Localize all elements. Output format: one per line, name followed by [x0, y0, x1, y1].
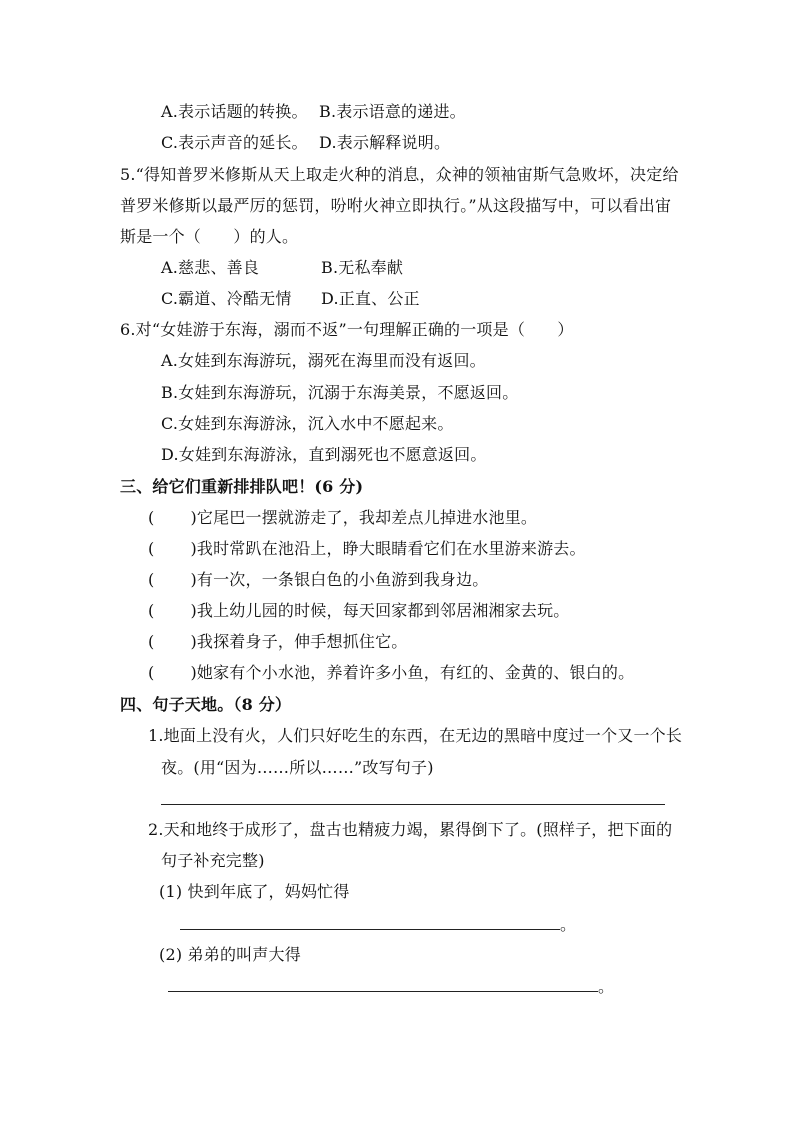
answer-line-2[interactable]: [180, 929, 560, 930]
list-item: ( )我探着身子，伸手想抓住它。: [148, 632, 408, 651]
answer-line-3[interactable]: [168, 991, 598, 992]
s4-q1-line2: 夜。(用“因为……所以……”改写句子): [161, 758, 434, 777]
list-item: ( )她家有个小水池，养着许多小鱼，有红的、金黄的、银白的。: [148, 663, 635, 682]
q6-option-b: B.女娃到东海游玩，沉溺于东海美景，不愿返回。: [161, 383, 519, 402]
section3-title: 三、给它们重新排排队吧！(6 分): [120, 477, 364, 496]
list-item: ( )我上幼儿园的时候，每天回家都到邻居湘湘家去玩。: [148, 601, 570, 620]
order-blank[interactable]: ( ): [148, 508, 197, 527]
q4-option-b: B.表示语意的递进。: [319, 102, 466, 121]
q5-stem-line2: 普罗米修斯以最严厉的惩罚，吩咐火神立即执行。”从这段描写中，可以看出宙: [120, 196, 672, 215]
order-blank[interactable]: ( ): [148, 539, 197, 558]
period-mark: 。: [598, 977, 615, 996]
q4-option-d: D.表示解释说明。: [319, 133, 451, 152]
q6-option-a: A.女娃到东海游玩，溺死在海里而没有返回。: [161, 351, 486, 370]
s4-q2-line1: 2.天和地终于成形了，盘古也精疲力竭，累得倒下了。(照样子，把下面的: [148, 820, 673, 839]
s4-q2-line2: 句子补充完整): [161, 851, 265, 870]
list-item: ( )它尾巴一摆就游走了，我却差点儿掉进水池里。: [148, 508, 538, 527]
order-blank[interactable]: ( ): [148, 663, 197, 682]
answer-line-1[interactable]: [161, 804, 665, 805]
list-item: ( )有一次，一条银白色的小鱼游到我身边。: [148, 570, 489, 589]
q5-option-b: B.无私奉献: [321, 258, 404, 277]
order-blank[interactable]: ( ): [148, 632, 197, 651]
section4-title: 四、句子天地。（8 分）: [120, 695, 292, 714]
q5-option-c: C.霸道、冷酷无情: [161, 289, 292, 308]
q6-stem: 6.对“女娃游于东海，溺而不返”一句理解正确的一项是（ ）: [120, 320, 574, 339]
q5-stem-line1: 5.“得知普罗米修斯从天上取走火种的消息，众神的领袖宙斯气急败坏，决定给: [120, 165, 679, 184]
q4-option-a: A.表示话题的转换。: [161, 102, 308, 121]
q4-option-c: C.表示声音的延长。: [161, 133, 308, 152]
list-item: ( )我时常趴在池沿上，睁大眼睛看它们在水里游来游去。: [148, 539, 586, 558]
s4-q1-line1: 1.地面上没有火，人们只好吃生的东西，在无边的黑暗中度过一个又一个长: [148, 726, 683, 745]
s4-sub1: (1) 快到年底了，妈妈忙得: [159, 882, 350, 901]
period-mark: 。: [560, 915, 577, 934]
q5-option-d: D.正直、公正: [321, 289, 420, 308]
q6-option-d: D.女娃到东海游泳，直到溺死也不愿意返回。: [161, 445, 487, 464]
q5-stem-line3: 斯是一个（ ）的人。: [120, 227, 299, 246]
q6-option-c: C.女娃到东海游泳，沉入水中不愿起来。: [161, 414, 454, 433]
order-blank[interactable]: ( ): [148, 601, 197, 620]
order-blank[interactable]: ( ): [148, 570, 197, 589]
s4-sub2: (2) 弟弟的叫声大得: [159, 945, 301, 964]
q5-option-a: A.慈悲、善良: [161, 258, 260, 277]
